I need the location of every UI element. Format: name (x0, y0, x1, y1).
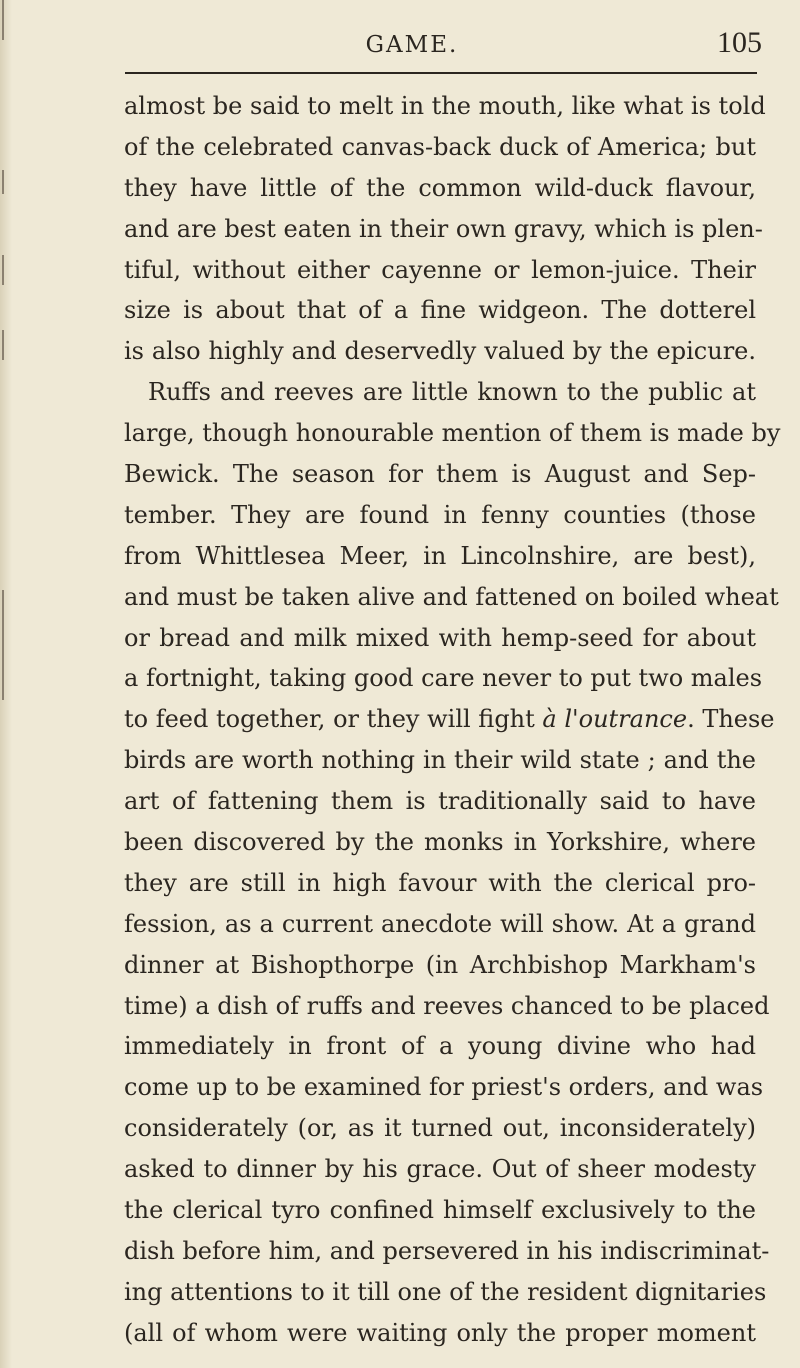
text-line: fession, as a current anecdote will show. At a grand (124, 909, 756, 938)
binding-mark (2, 170, 4, 194)
text-line: the clerical tyro confined himself exclusively to the (124, 1196, 756, 1225)
text-line: is also highly and deservedly valued by the epicure. (124, 337, 756, 366)
text-line: they are still in high favour with the clerical pro- (124, 868, 756, 897)
header-rule (125, 72, 757, 74)
text-line: dish before him, and persevered in his indiscriminat- (124, 1236, 770, 1265)
text-line: size is about that of a fine widgeon. The dotterel (124, 296, 756, 325)
binding-mark (2, 590, 4, 700)
text-line: of the celebrated canvas-back duck of America; but (124, 132, 756, 161)
text-line: and are best eaten in their own gravy, which is plen- (124, 214, 763, 243)
text-line: they have little of the common wild-duck flavour, (124, 173, 756, 202)
text-line: birds are worth nothing in their wild state ; and the (124, 746, 756, 775)
text-line: to feed together, or they will fight à l'outrance. These (124, 705, 775, 734)
binding-mark (2, 0, 4, 40)
binding-mark (2, 330, 4, 360)
running-head: GAME. (365, 32, 459, 58)
text-line: time) a dish of ruffs and reeves chanced to be placed (124, 991, 770, 1020)
text-line: or bread and milk mixed with hemp-seed for about (124, 623, 756, 652)
text-line: almost be said to melt in the mouth, like what is told (124, 92, 766, 120)
text-line: (all of whom were waiting only the proper moment (124, 1318, 756, 1347)
page-binding-edge (0, 0, 12, 1368)
text-line: come up to be examined for priest's orders, and was (124, 1073, 764, 1102)
text-line: from Whittlesea Meer, in Lincolnshire, are best), (124, 541, 756, 570)
binding-mark (2, 255, 4, 285)
text-line: immediately in front of a young divine who had (124, 1032, 756, 1061)
text-line: asked to dinner by his grace. Out of sheer modesty (124, 1155, 756, 1184)
text-line: art of fattening them is traditionally said to have (124, 787, 756, 816)
text-line: Bewick. The season for them is August and Sep- (124, 460, 756, 489)
page-header (62, 22, 762, 74)
text-line: large, though honourable mention of them is made by (124, 419, 781, 448)
page-number: 105 (717, 26, 762, 59)
text-line: tiful, without either cayenne or lemon-juice. Their (124, 255, 756, 284)
text-line: dinner at Bishopthorpe (in Archbishop Markham's (124, 950, 756, 979)
text-line: and must be taken alive and fattened on boiled wheat (124, 582, 779, 611)
text-line: been discovered by the monks in Yorkshire, where (124, 828, 756, 857)
text-line: ing attentions to it till one of the resident dignitaries (124, 1277, 767, 1306)
text-line: tember. They are found in fenny counties (those (124, 500, 756, 529)
text-line: Ruffs and reeves are little known to the public at (148, 378, 756, 407)
body-text (124, 86, 781, 1354)
text-line: considerately (or, as it turned out, inconsiderately) (124, 1114, 756, 1143)
text-line: a fortnight, taking good care never to put two males (124, 664, 763, 693)
